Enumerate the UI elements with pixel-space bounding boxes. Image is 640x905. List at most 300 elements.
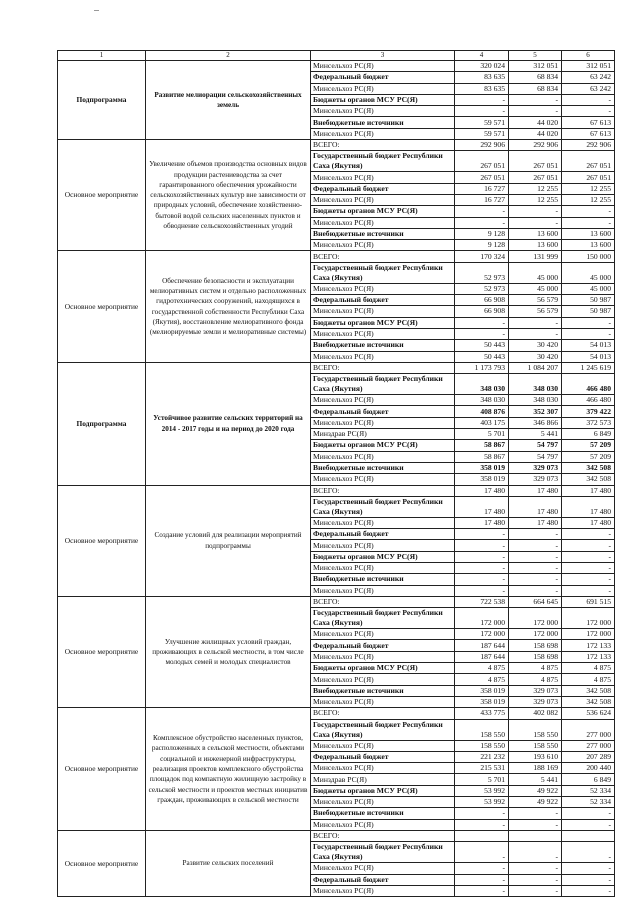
- funding-source: Федеральный бюджет: [311, 72, 455, 83]
- amount-cell: 172 000: [455, 608, 509, 629]
- amount-cell: 67 613: [562, 128, 615, 139]
- header-row: [58, 51, 615, 61]
- amount-cell: 267 051: [562, 151, 615, 172]
- amount-cell: 5 441: [509, 429, 562, 440]
- amount-cell: 13 600: [509, 228, 562, 239]
- amount-cell: 56 579: [509, 306, 562, 317]
- funding-source: Минсельхоз РС(Я): [311, 172, 455, 183]
- amount-cell: 664 645: [509, 596, 562, 607]
- amount-cell: 466 480: [562, 374, 615, 395]
- table-row: [58, 708, 615, 719]
- amount-cell: -: [562, 885, 615, 896]
- amount-cell: 12 255: [509, 183, 562, 194]
- funding-source: Минсельхоз РС(Я): [311, 863, 455, 874]
- block-label: Основное мероприятие: [58, 140, 146, 251]
- amount-cell: 13 600: [509, 240, 562, 251]
- funding-source: ВСЕГО:: [311, 362, 455, 373]
- amount-cell: -: [455, 874, 509, 885]
- amount-cell: 50 987: [562, 306, 615, 317]
- amount-cell: -: [562, 328, 615, 339]
- amount-cell: 329 073: [509, 462, 562, 473]
- funding-source: Государственный бюджет Республики Саха (Якутия): [311, 842, 455, 863]
- amount-cell: 4 875: [562, 663, 615, 674]
- amount-cell: 50 443: [455, 340, 509, 351]
- amount-cell: -: [455, 540, 509, 551]
- amount-cell: 17 480: [562, 496, 615, 517]
- amount-cell: -: [455, 885, 509, 896]
- amount-cell: -: [455, 529, 509, 540]
- funding-source: Государственный бюджет Республики Саха (Якутия): [311, 151, 455, 172]
- funding-source: Внебюджетные источники: [311, 462, 455, 473]
- amount-cell: 267 051: [562, 172, 615, 183]
- amount-cell: -: [509, 529, 562, 540]
- funding-source: Минсельхоз РС(Я): [311, 674, 455, 685]
- amount-cell: 267 051: [509, 172, 562, 183]
- amount-cell: 352 307: [509, 406, 562, 417]
- amount-cell: -: [509, 106, 562, 117]
- funding-source: Бюджеты органов МСУ РС(Я): [311, 317, 455, 328]
- amount-cell: 5 701: [455, 429, 509, 440]
- amount-cell: 12 255: [562, 194, 615, 205]
- amount-cell: 13 600: [562, 240, 615, 251]
- amount-cell: 52 973: [455, 283, 509, 294]
- funding-source: Минсельхоз РС(Я): [311, 83, 455, 94]
- amount-cell: 358 019: [455, 462, 509, 473]
- amount-cell: 207 289: [562, 751, 615, 762]
- amount-cell: -: [509, 863, 562, 874]
- budget-table-sheet: [57, 50, 614, 897]
- funding-source: Бюджеты органов МСУ РС(Я): [311, 785, 455, 796]
- amount-cell: 6 849: [562, 774, 615, 785]
- amount-cell: 292 906: [509, 140, 562, 151]
- amount-cell: -: [455, 819, 509, 830]
- amount-cell: -: [455, 328, 509, 339]
- funding-source: ВСЕГО:: [311, 485, 455, 496]
- amount-cell: 358 019: [455, 685, 509, 696]
- amount-cell: 54 797: [509, 440, 562, 451]
- amount-cell: 433 775: [455, 708, 509, 719]
- block-description: Создание условий для реализации мероприятий подпрограммы: [146, 485, 311, 596]
- amount-cell: -: [562, 317, 615, 328]
- amount-cell: 1 245 619: [562, 362, 615, 373]
- amount-cell: -: [455, 808, 509, 819]
- amount-cell: -: [455, 106, 509, 117]
- amount-cell: 57 209: [562, 451, 615, 462]
- amount-cell: 358 019: [455, 696, 509, 707]
- budget-table: [57, 50, 615, 897]
- amount-cell: 6 849: [562, 429, 615, 440]
- amount-cell: -: [455, 585, 509, 596]
- amount-cell: -: [455, 217, 509, 228]
- amount-cell: 1 173 793: [455, 362, 509, 373]
- block-label: Основное мероприятие: [58, 708, 146, 831]
- amount-cell: 52 334: [562, 785, 615, 796]
- scan-mark: [94, 10, 99, 11]
- amount-cell: 348 030: [455, 395, 509, 406]
- amount-cell: -: [562, 842, 615, 863]
- funding-source: Бюджеты органов МСУ РС(Я): [311, 663, 455, 674]
- funding-source: Внебюджетные источники: [311, 685, 455, 696]
- amount-cell: 4 875: [509, 674, 562, 685]
- amount-cell: -: [455, 94, 509, 105]
- amount-cell: 342 508: [562, 462, 615, 473]
- table-row: [58, 251, 615, 262]
- amount-cell: -: [509, 562, 562, 573]
- block-label: Основное мероприятие: [58, 251, 146, 362]
- funding-source: Государственный бюджет Республики Саха (Якутия): [311, 374, 455, 395]
- table-row: [58, 140, 615, 151]
- amount-cell: -: [562, 551, 615, 562]
- amount-cell: [562, 830, 615, 841]
- amount-cell: 63 242: [562, 83, 615, 94]
- amount-cell: 329 073: [509, 474, 562, 485]
- amount-cell: 5 441: [509, 774, 562, 785]
- amount-cell: -: [562, 863, 615, 874]
- amount-cell: 52 973: [455, 262, 509, 283]
- funding-source: Минсельхоз РС(Я): [311, 885, 455, 896]
- funding-source: ВСЕГО:: [311, 140, 455, 151]
- funding-source: Внебюджетные источники: [311, 340, 455, 351]
- amount-cell: 277 000: [562, 719, 615, 740]
- amount-cell: -: [562, 94, 615, 105]
- amount-cell: 49 922: [509, 797, 562, 808]
- amount-cell: 59 571: [455, 117, 509, 128]
- funding-source: Внебюджетные источники: [311, 117, 455, 128]
- amount-cell: 150 000: [562, 251, 615, 262]
- amount-cell: 16 727: [455, 194, 509, 205]
- block-description: Увеличение объемов производства основных видов продукции растениеводства за счет гарантированного обеспечения урожайности сельскохозяйственных культур вне зависимости от природных условий, обеспечение хозяйственно-бытовой водой сельских населенных пунктов и обводнение сельскохозяйственных угодий: [146, 140, 311, 251]
- funding-source: Внебюджетные источники: [311, 228, 455, 239]
- amount-cell: 30 420: [509, 351, 562, 362]
- amount-cell: 158 550: [509, 719, 562, 740]
- amount-cell: -: [562, 217, 615, 228]
- amount-cell: -: [562, 562, 615, 573]
- amount-cell: 30 420: [509, 340, 562, 351]
- funding-source: Минсельхоз РС(Я): [311, 562, 455, 573]
- amount-cell: 188 169: [509, 763, 562, 774]
- table-row: [58, 596, 615, 607]
- amount-cell: 9 128: [455, 228, 509, 239]
- column-number-4: 4: [455, 51, 509, 61]
- funding-source: Государственный бюджет Республики Саха (Якутия): [311, 608, 455, 629]
- block-description: Развитие сельских поселений: [146, 830, 311, 896]
- amount-cell: -: [455, 574, 509, 585]
- amount-cell: 45 000: [509, 262, 562, 283]
- funding-source: Федеральный бюджет: [311, 751, 455, 762]
- amount-cell: 56 579: [509, 295, 562, 306]
- amount-cell: 348 030: [509, 395, 562, 406]
- amount-cell: -: [562, 540, 615, 551]
- amount-cell: 83 635: [455, 72, 509, 83]
- amount-cell: 54 013: [562, 351, 615, 362]
- amount-cell: -: [455, 842, 509, 863]
- column-number-6: 6: [562, 51, 615, 61]
- amount-cell: 45 000: [509, 283, 562, 294]
- amount-cell: 49 922: [509, 785, 562, 796]
- funding-source: ВСЕГО:: [311, 830, 455, 841]
- funding-source: Минсельхоз РС(Я): [311, 517, 455, 528]
- amount-cell: 172 000: [509, 629, 562, 640]
- amount-cell: 58 867: [455, 451, 509, 462]
- amount-cell: 13 600: [562, 228, 615, 239]
- funding-source: Бюджеты органов МСУ РС(Я): [311, 206, 455, 217]
- funding-source: Федеральный бюджет: [311, 406, 455, 417]
- column-number-1: 1: [58, 51, 146, 61]
- amount-cell: 17 480: [509, 517, 562, 528]
- amount-cell: 44 020: [509, 128, 562, 139]
- funding-source: Минсельхоз РС(Я): [311, 194, 455, 205]
- amount-cell: 342 508: [562, 685, 615, 696]
- block-description: Устойчивое развитие сельских территорий на 2014 - 2017 годы и на период до 2020 года: [146, 362, 311, 485]
- amount-cell: -: [562, 206, 615, 217]
- funding-source: Минсельхоз РС(Я): [311, 819, 455, 830]
- amount-cell: 403 175: [455, 417, 509, 428]
- amount-cell: 63 242: [562, 72, 615, 83]
- funding-source: Минсельхоз РС(Я): [311, 474, 455, 485]
- funding-source: Федеральный бюджет: [311, 295, 455, 306]
- amount-cell: 292 906: [455, 140, 509, 151]
- funding-source: Минсельхоз РС(Я): [311, 451, 455, 462]
- amount-cell: -: [509, 94, 562, 105]
- amount-cell: -: [562, 529, 615, 540]
- funding-source: Минсельхоз РС(Я): [311, 763, 455, 774]
- amount-cell: 50 987: [562, 295, 615, 306]
- amount-cell: 131 999: [509, 251, 562, 262]
- amount-cell: 53 992: [455, 797, 509, 808]
- amount-cell: 52 334: [562, 797, 615, 808]
- amount-cell: 1 084 207: [509, 362, 562, 373]
- column-number-2: 2: [146, 51, 311, 61]
- amount-cell: 58 867: [455, 440, 509, 451]
- amount-cell: 12 255: [562, 183, 615, 194]
- amount-cell: 158 550: [509, 740, 562, 751]
- amount-cell: 408 876: [455, 406, 509, 417]
- amount-cell: -: [509, 217, 562, 228]
- amount-cell: -: [509, 874, 562, 885]
- amount-cell: -: [455, 562, 509, 573]
- amount-cell: 5 701: [455, 774, 509, 785]
- amount-cell: -: [562, 874, 615, 885]
- funding-source: Внебюджетные источники: [311, 574, 455, 585]
- amount-cell: 54 797: [509, 451, 562, 462]
- table-row: [58, 485, 615, 496]
- amount-cell: 45 000: [562, 283, 615, 294]
- amount-cell: 158 550: [455, 740, 509, 751]
- funding-source: Бюджеты органов МСУ РС(Я): [311, 551, 455, 562]
- block-description: Развитие мелиорации сельскохозяйственных земель: [146, 61, 311, 140]
- amount-cell: 292 906: [562, 140, 615, 151]
- block-description: Обеспечение безопасности и эксплуатации мелиоративных систем и отдельно расположенных гидротехнических сооружений, находящихся в государственной собственности Республики Саха (Якутия), восстановление мелиоративного фонда (мелиорируемые земли и мелиоративные системы): [146, 251, 311, 362]
- amount-cell: 158 550: [455, 719, 509, 740]
- amount-cell: -: [509, 574, 562, 585]
- funding-source: Минсельхоз РС(Я): [311, 328, 455, 339]
- funding-source: ВСЕГО:: [311, 251, 455, 262]
- funding-source: Минсельхоз РС(Я): [311, 651, 455, 662]
- amount-cell: -: [455, 206, 509, 217]
- amount-cell: 17 480: [455, 485, 509, 496]
- funding-source: Минсельхоз РС(Я): [311, 585, 455, 596]
- block-label: Основное мероприятие: [58, 830, 146, 896]
- funding-source: Минздрав РС(Я): [311, 429, 455, 440]
- amount-cell: 691 515: [562, 596, 615, 607]
- amount-cell: 342 508: [562, 696, 615, 707]
- amount-cell: 158 698: [509, 651, 562, 662]
- amount-cell: 536 624: [562, 708, 615, 719]
- funding-source: Минсельхоз РС(Я): [311, 740, 455, 751]
- amount-cell: [455, 830, 509, 841]
- funding-source: ВСЕГО:: [311, 596, 455, 607]
- amount-cell: -: [509, 842, 562, 863]
- funding-source: Минсельхоз РС(Я): [311, 395, 455, 406]
- amount-cell: -: [562, 585, 615, 596]
- amount-cell: 68 834: [509, 72, 562, 83]
- amount-cell: -: [509, 540, 562, 551]
- funding-source: Государственный бюджет Республики Саха (Якутия): [311, 496, 455, 517]
- amount-cell: 348 030: [509, 374, 562, 395]
- amount-cell: 277 000: [562, 740, 615, 751]
- amount-cell: 267 051: [455, 151, 509, 172]
- funding-source: Федеральный бюджет: [311, 529, 455, 540]
- block-label: Подпрограмма: [58, 61, 146, 140]
- amount-cell: -: [509, 808, 562, 819]
- amount-cell: -: [509, 328, 562, 339]
- amount-cell: 17 480: [562, 485, 615, 496]
- column-number-5: 5: [509, 51, 562, 61]
- amount-cell: 348 030: [455, 374, 509, 395]
- funding-source: Минздрав РС(Я): [311, 774, 455, 785]
- table-row: [58, 830, 615, 841]
- amount-cell: 50 443: [455, 351, 509, 362]
- amount-cell: 44 020: [509, 117, 562, 128]
- amount-cell: 170 324: [455, 251, 509, 262]
- block-label: Основное мероприятие: [58, 596, 146, 707]
- funding-source: Минсельхоз РС(Я): [311, 306, 455, 317]
- amount-cell: 59 571: [455, 128, 509, 139]
- amount-cell: -: [509, 585, 562, 596]
- amount-cell: -: [562, 808, 615, 819]
- amount-cell: 172 133: [562, 640, 615, 651]
- amount-cell: 17 480: [562, 517, 615, 528]
- funding-source: Минсельхоз РС(Я): [311, 696, 455, 707]
- amount-cell: 12 255: [509, 194, 562, 205]
- amount-cell: 53 992: [455, 785, 509, 796]
- amount-cell: 67 613: [562, 117, 615, 128]
- amount-cell: 312 051: [509, 61, 562, 72]
- amount-cell: 16 727: [455, 183, 509, 194]
- funding-source: ВСЕГО:: [311, 708, 455, 719]
- amount-cell: 267 051: [455, 172, 509, 183]
- funding-source: Минсельхоз РС(Я): [311, 240, 455, 251]
- amount-cell: 172 000: [562, 629, 615, 640]
- amount-cell: 158 698: [509, 640, 562, 651]
- amount-cell: 54 013: [562, 340, 615, 351]
- amount-cell: 372 573: [562, 417, 615, 428]
- amount-cell: 66 908: [455, 295, 509, 306]
- amount-cell: 187 644: [455, 651, 509, 662]
- amount-cell: 722 538: [455, 596, 509, 607]
- amount-cell: 4 875: [455, 674, 509, 685]
- column-number-3: 3: [311, 51, 455, 61]
- amount-cell: 402 082: [509, 708, 562, 719]
- funding-source: Минсельхоз РС(Я): [311, 106, 455, 117]
- funding-source: Минсельхоз РС(Я): [311, 351, 455, 362]
- amount-cell: -: [509, 551, 562, 562]
- amount-cell: -: [455, 551, 509, 562]
- amount-cell: 45 000: [562, 262, 615, 283]
- amount-cell: 17 480: [509, 496, 562, 517]
- amount-cell: -: [562, 574, 615, 585]
- amount-cell: -: [455, 317, 509, 328]
- amount-cell: 200 440: [562, 763, 615, 774]
- funding-source: Минсельхоз РС(Я): [311, 540, 455, 551]
- amount-cell: 312 051: [562, 61, 615, 72]
- table-row: [58, 61, 615, 72]
- amount-cell: -: [509, 317, 562, 328]
- amount-cell: 329 073: [509, 685, 562, 696]
- funding-source: Минсельхоз РС(Я): [311, 797, 455, 808]
- amount-cell: 193 610: [509, 751, 562, 762]
- block-description: Комплексное обустройство населенных пунктов, расположенных в сельской местности, объектами социальной и инженерной инфраструктуры, реализация проектов комплексного обустройства площадок под компактную жилищную застройку в сельской местности и проектов местных инициатив граждан, проживающих в сельской местности: [146, 708, 311, 831]
- amount-cell: -: [562, 106, 615, 117]
- amount-cell: 466 480: [562, 395, 615, 406]
- amount-cell: 215 531: [455, 763, 509, 774]
- amount-cell: 379 422: [562, 406, 615, 417]
- funding-source: Федеральный бюджет: [311, 183, 455, 194]
- amount-cell: 172 133: [562, 651, 615, 662]
- funding-source: Государственный бюджет Республики Саха (Якутия): [311, 262, 455, 283]
- funding-source: Минсельхоз РС(Я): [311, 128, 455, 139]
- funding-source: Минсельхоз РС(Я): [311, 417, 455, 428]
- block-label: Подпрограмма: [58, 362, 146, 485]
- amount-cell: 17 480: [455, 496, 509, 517]
- funding-source: Минсельхоз РС(Я): [311, 61, 455, 72]
- amount-cell: 17 480: [509, 485, 562, 496]
- funding-source: Бюджеты органов МСУ РС(Я): [311, 440, 455, 451]
- amount-cell: 172 000: [562, 608, 615, 629]
- amount-cell: 329 073: [509, 696, 562, 707]
- amount-cell: 4 875: [455, 663, 509, 674]
- amount-cell: 358 019: [455, 474, 509, 485]
- funding-source: Федеральный бюджет: [311, 874, 455, 885]
- amount-cell: 346 866: [509, 417, 562, 428]
- block-label: Основное мероприятие: [58, 485, 146, 596]
- amount-cell: 4 875: [509, 663, 562, 674]
- amount-cell: -: [509, 206, 562, 217]
- amount-cell: 68 834: [509, 83, 562, 94]
- amount-cell: 187 644: [455, 640, 509, 651]
- funding-source: Минсельхоз РС(Я): [311, 629, 455, 640]
- amount-cell: 57 209: [562, 440, 615, 451]
- amount-cell: [509, 830, 562, 841]
- amount-cell: 172 000: [509, 608, 562, 629]
- amount-cell: 221 232: [455, 751, 509, 762]
- amount-cell: 4 875: [562, 674, 615, 685]
- amount-cell: -: [509, 819, 562, 830]
- amount-cell: 267 051: [509, 151, 562, 172]
- table-row: [58, 362, 615, 373]
- funding-source: Государственный бюджет Республики Саха (Якутия): [311, 719, 455, 740]
- amount-cell: 9 128: [455, 240, 509, 251]
- amount-cell: 320 024: [455, 61, 509, 72]
- amount-cell: -: [509, 885, 562, 896]
- amount-cell: 17 480: [455, 517, 509, 528]
- funding-source: Федеральный бюджет: [311, 640, 455, 651]
- amount-cell: 66 908: [455, 306, 509, 317]
- amount-cell: -: [562, 819, 615, 830]
- funding-source: Бюджеты органов МСУ РС(Я): [311, 94, 455, 105]
- funding-source: Минсельхоз РС(Я): [311, 217, 455, 228]
- amount-cell: 83 635: [455, 83, 509, 94]
